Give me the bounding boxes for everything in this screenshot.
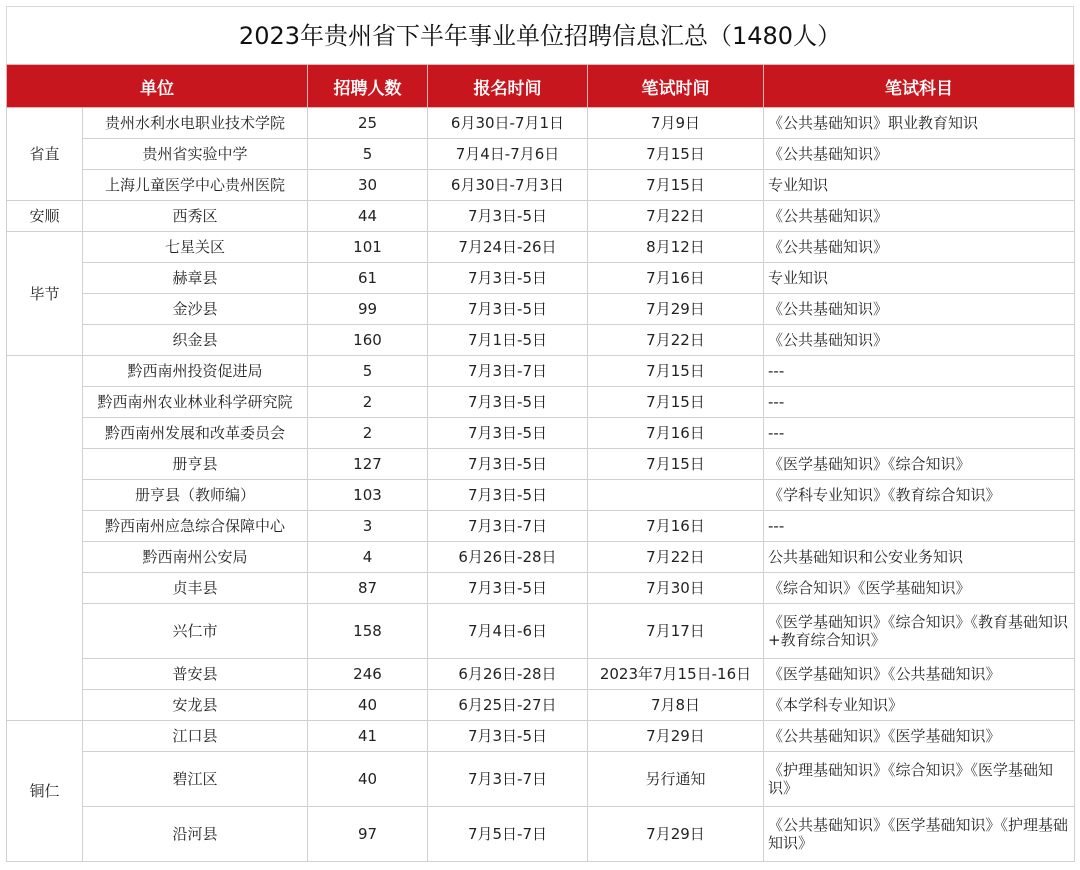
count-cell: 2 [308, 418, 428, 449]
table-row [7, 356, 1075, 387]
table-row [7, 480, 1075, 511]
table-row [7, 263, 1075, 294]
registration-time-cell: 7月3日-5日 [428, 480, 588, 511]
table-row [7, 325, 1075, 356]
registration-time-cell: 7月3日-5日 [428, 294, 588, 325]
registration-time-cell: 6月25日-27日 [428, 690, 588, 721]
count-cell: 160 [308, 325, 428, 356]
exam-time-cell: 另行通知 [588, 752, 764, 807]
count-cell: 5 [308, 356, 428, 387]
table-row [7, 659, 1075, 690]
registration-time-cell: 7月3日-5日 [428, 387, 588, 418]
exam-time-cell: 7月22日 [588, 325, 764, 356]
exam-time-cell: 7月16日 [588, 511, 764, 542]
exam-subject-cell: 专业知识 [764, 170, 1075, 201]
count-cell: 87 [308, 573, 428, 604]
table-row [7, 108, 1075, 139]
registration-time-cell: 7月24日-26日 [428, 232, 588, 263]
region-cell: 安顺 [7, 201, 83, 232]
exam-subject-cell: 《医学基础知识》《综合知识》《教育基础知识+教育综合知识》 [764, 604, 1075, 659]
count-cell: 101 [308, 232, 428, 263]
unit-cell: 黔西南州投资促进局 [83, 356, 308, 387]
registration-time-cell: 7月3日-5日 [428, 201, 588, 232]
registration-time-cell: 6月30日-7月1日 [428, 108, 588, 139]
registration-time-cell: 7月1日-5日 [428, 325, 588, 356]
registration-time-cell: 7月3日-7日 [428, 511, 588, 542]
recruitment-summary [6, 6, 1074, 862]
unit-cell: 册亨县 [83, 449, 308, 480]
registration-time-cell: 6月26日-28日 [428, 542, 588, 573]
exam-subject-cell: 公共基础知识和公安业务知识 [764, 542, 1075, 573]
exam-subject-cell: 《综合知识》《医学基础知识》 [764, 573, 1075, 604]
exam-subject-cell: --- [764, 356, 1075, 387]
unit-cell: 黔西南州公安局 [83, 542, 308, 573]
table-row [7, 690, 1075, 721]
table-row [7, 232, 1075, 263]
count-cell: 97 [308, 807, 428, 862]
table-row [7, 139, 1075, 170]
exam-subject-cell: 《医学基础知识》《综合知识》 [764, 449, 1075, 480]
count-cell: 61 [308, 263, 428, 294]
registration-time-cell: 7月4日-6日 [428, 604, 588, 659]
exam-subject-cell: 《护理基础知识》《综合知识》《医学基础知识》 [764, 752, 1075, 807]
exam-subject-cell: 《学科专业知识》《教育综合知识》 [764, 480, 1075, 511]
unit-cell: 兴仁市 [83, 604, 308, 659]
exam-subject-cell: 《公共基础知识》 [764, 139, 1075, 170]
exam-time-cell: 7月22日 [588, 201, 764, 232]
registration-time-cell: 6月26日-28日 [428, 659, 588, 690]
table-row [7, 170, 1075, 201]
region-cell [7, 356, 83, 721]
count-cell: 158 [308, 604, 428, 659]
count-cell: 5 [308, 139, 428, 170]
unit-cell: 贵州省实验中学 [83, 139, 308, 170]
count-cell: 4 [308, 542, 428, 573]
exam-subject-cell: 《公共基础知识》 [764, 294, 1075, 325]
exam-time-cell [588, 480, 764, 511]
unit-cell: 江口县 [83, 721, 308, 752]
count-cell: 40 [308, 752, 428, 807]
region-cell: 省直 [7, 108, 83, 201]
count-cell: 2 [308, 387, 428, 418]
exam-time-cell: 7月22日 [588, 542, 764, 573]
registration-time-cell: 7月3日-5日 [428, 449, 588, 480]
exam-time-cell: 7月29日 [588, 721, 764, 752]
unit-cell: 沿河县 [83, 807, 308, 862]
exam-subject-cell: --- [764, 511, 1075, 542]
exam-time-cell: 8月12日 [588, 232, 764, 263]
exam-time-cell: 7月15日 [588, 139, 764, 170]
unit-cell: 黔西南州农业林业科学研究院 [83, 387, 308, 418]
count-cell: 30 [308, 170, 428, 201]
exam-time-cell: 7月17日 [588, 604, 764, 659]
exam-time-cell: 7月8日 [588, 690, 764, 721]
exam-time-cell: 2023年7月15日-16日 [588, 659, 764, 690]
registration-time-cell: 7月3日-5日 [428, 721, 588, 752]
exam-time-cell: 7月9日 [588, 108, 764, 139]
exam-time-cell: 7月15日 [588, 449, 764, 480]
table-row [7, 511, 1075, 542]
registration-time-cell: 7月3日-5日 [428, 418, 588, 449]
count-cell: 246 [308, 659, 428, 690]
table-row [7, 201, 1075, 232]
exam-time-cell: 7月16日 [588, 418, 764, 449]
table-row [7, 721, 1075, 752]
unit-cell: 贵州水利水电职业技术学院 [83, 108, 308, 139]
unit-cell: 七星关区 [83, 232, 308, 263]
table-row [7, 387, 1075, 418]
registration-time-cell: 7月3日-5日 [428, 263, 588, 294]
registration-time-cell: 6月30日-7月3日 [428, 170, 588, 201]
count-cell: 40 [308, 690, 428, 721]
exam-subject-cell: 《本学科专业知识》 [764, 690, 1075, 721]
table-row [7, 807, 1075, 862]
count-cell: 25 [308, 108, 428, 139]
exam-subject-cell: --- [764, 387, 1075, 418]
table-row [7, 449, 1075, 480]
exam-subject-cell: 《医学基础知识》《公共基础知识》 [764, 659, 1075, 690]
count-cell: 44 [308, 201, 428, 232]
unit-cell: 安龙县 [83, 690, 308, 721]
count-cell: 99 [308, 294, 428, 325]
header-unit: 单位 [7, 65, 308, 108]
exam-subject-cell: 《公共基础知识》《医学基础知识》《护理基础知识》 [764, 807, 1075, 862]
exam-time-cell: 7月15日 [588, 356, 764, 387]
table-row [7, 418, 1075, 449]
table-header-row [7, 65, 1075, 108]
exam-subject-cell: 《公共基础知识》职业教育知识 [764, 108, 1075, 139]
table-body [7, 108, 1075, 862]
exam-time-cell: 7月15日 [588, 170, 764, 201]
unit-cell: 赫章县 [83, 263, 308, 294]
exam-subject-cell: 《公共基础知识》 [764, 201, 1075, 232]
unit-cell: 金沙县 [83, 294, 308, 325]
header-exam-time: 笔试时间 [588, 65, 764, 108]
page-title: 2023年贵州省下半年事业单位招聘信息汇总（1480人） [6, 6, 1074, 64]
registration-time-cell: 7月5日-7日 [428, 807, 588, 862]
count-cell: 3 [308, 511, 428, 542]
exam-time-cell: 7月29日 [588, 294, 764, 325]
registration-time-cell: 7月4日-7月6日 [428, 139, 588, 170]
table-row [7, 294, 1075, 325]
table-row [7, 752, 1075, 807]
table-row [7, 604, 1075, 659]
region-cell: 铜仁 [7, 721, 83, 862]
count-cell: 127 [308, 449, 428, 480]
unit-cell: 上海儿童医学中心贵州医院 [83, 170, 308, 201]
unit-cell: 贞丰县 [83, 573, 308, 604]
exam-subject-cell: 《公共基础知识》《医学基础知识》 [764, 721, 1075, 752]
table-row [7, 542, 1075, 573]
header-exam-subject: 笔试科目 [764, 65, 1075, 108]
count-cell: 103 [308, 480, 428, 511]
registration-time-cell: 7月3日-7日 [428, 752, 588, 807]
exam-time-cell: 7月29日 [588, 807, 764, 862]
exam-time-cell: 7月15日 [588, 387, 764, 418]
region-cell: 毕节 [7, 232, 83, 356]
registration-time-cell: 7月3日-5日 [428, 573, 588, 604]
unit-cell: 黔西南州应急综合保障中心 [83, 511, 308, 542]
recruitment-table [6, 64, 1075, 862]
table-row [7, 573, 1075, 604]
exam-subject-cell: 专业知识 [764, 263, 1075, 294]
unit-cell: 黔西南州发展和改革委员会 [83, 418, 308, 449]
exam-time-cell: 7月16日 [588, 263, 764, 294]
exam-subject-cell: 《公共基础知识》 [764, 325, 1075, 356]
header-registration-time: 报名时间 [428, 65, 588, 108]
unit-cell: 普安县 [83, 659, 308, 690]
registration-time-cell: 7月3日-7日 [428, 356, 588, 387]
unit-cell: 织金县 [83, 325, 308, 356]
count-cell: 41 [308, 721, 428, 752]
exam-time-cell: 7月30日 [588, 573, 764, 604]
header-count: 招聘人数 [308, 65, 428, 108]
unit-cell: 西秀区 [83, 201, 308, 232]
unit-cell: 册亨县（教师编） [83, 480, 308, 511]
exam-subject-cell: 《公共基础知识》 [764, 232, 1075, 263]
unit-cell: 碧江区 [83, 752, 308, 807]
exam-subject-cell: --- [764, 418, 1075, 449]
